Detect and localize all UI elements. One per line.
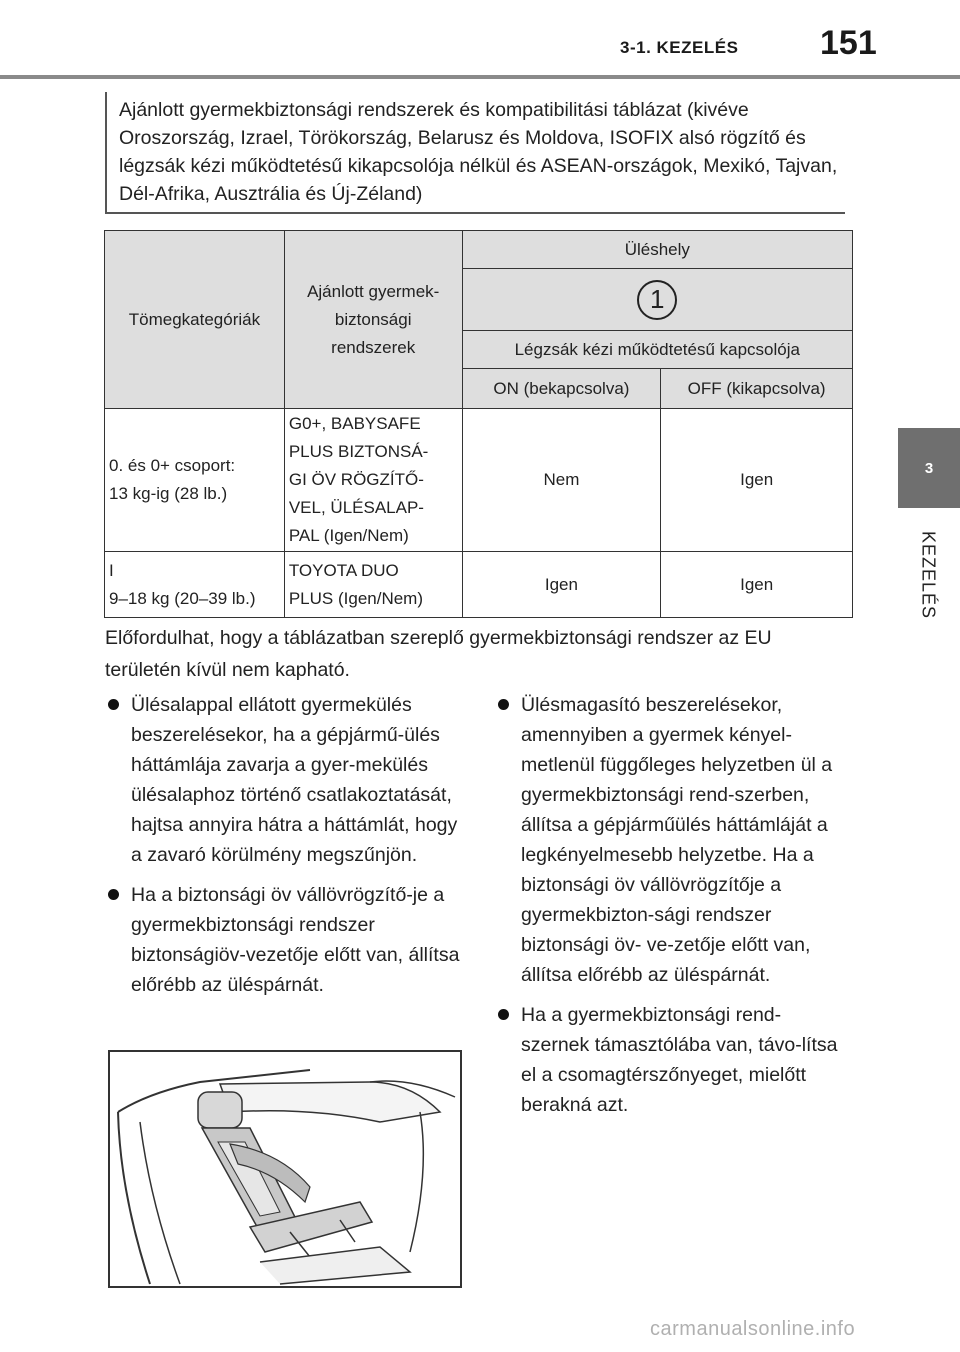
chapter-tab [898, 428, 960, 508]
system-line: PAL (Igen/Nem) [288, 526, 409, 545]
chapter-label-text: KEZELÉS [918, 530, 939, 620]
weight-cell [105, 552, 285, 618]
recommended-system-header-line: rendszerek [331, 337, 416, 357]
watermark: carmanualsonline.info [650, 1318, 856, 1340]
header-divider [0, 75, 960, 79]
child-seat-drawing [110, 1052, 460, 1286]
system-line: VEL, ÜLÉSALAP- [288, 498, 424, 517]
compatibility-table [104, 230, 853, 618]
door-inner [140, 1122, 180, 1284]
weight-category-header: Tömegkategóriák [105, 231, 285, 409]
weight-cell [105, 409, 285, 552]
table-row [105, 552, 853, 618]
airbag-on-value: Igen [462, 552, 661, 618]
list-item: Ülésalappal ellátott gyermekülés beszerelésekor, ha a gépjármű-ülés háttámlája zavarja a gyer-mekülés ülésalaphoz történő csatlakoztatását, hajtsa annyira hátra a háttámlát, hogy a zavaró körülmény megszűnjön. [105, 690, 465, 870]
section-title: 3-1. KEZELÉS [620, 38, 739, 57]
weight-line: 9–18 kg (20–39 lb.) [109, 588, 256, 608]
airbag-switch-header: Légzsák kézi működtetésű kapcsolója [462, 331, 852, 369]
headrest [198, 1092, 242, 1128]
system-line: TOYOTA DUO [288, 560, 399, 580]
system-cell [284, 552, 462, 618]
airbag-on-header: ON (bekapcsolva) [462, 369, 661, 409]
weight-line: 13 kg-ig (28 lb.) [109, 484, 228, 503]
list-item: Ha a gyermekbiztonsági rend-szernek támasztólába van, távo-lítsa el a csomagtérszőnyeget, mielőtt berakná azt. [495, 1000, 845, 1120]
system-line: PLUS (Igen/Nem) [288, 588, 424, 608]
system-cell [284, 409, 462, 552]
child-seat-illustration [108, 1050, 462, 1288]
seating-position-header: Üléshely [462, 231, 852, 269]
seat-number-cell [462, 269, 852, 331]
page-number: 151 [820, 24, 877, 62]
availability-note: Előfordulhat, hogy a táblázatban szereplő gyermekbiztonsági rendszer az EU területén kívül nem kapható. [105, 627, 772, 681]
bullet-list-left [105, 690, 465, 1010]
seat-base [260, 1247, 410, 1284]
airbag-off-header: OFF (kikapcsolva) [661, 369, 853, 409]
list-item: Ha a biztonsági öv vállövrögzítő-je a gyermekbiztonsági rendszer biztonságiöv-vezetője előtt van, állítsa előrébb az üléspárnát. [105, 880, 465, 1000]
chapter-label [892, 520, 960, 630]
recommended-system-header-line: Ajánlott gyermek- [307, 281, 440, 301]
door-frame [118, 1112, 150, 1284]
seat-number-circle: 1 [637, 280, 677, 320]
weight-line: I [109, 560, 114, 580]
list-item: Ülésmagasító beszerelésekor, amennyiben a gyermek kényel-metlenül függőleges helyzetben ül a gyermekbiztonsági rend-szerben, állítsa a gépjárműülés háttámláját a legkényelmesebb helyzetbe. Ha a biztonsági öv vállövrögzítője a gyermekbizton-sági rendszer biztonsági öv- ve-zetője előtt van, állítsa előrébb az üléspárnát. [495, 690, 845, 990]
bullet-list-right [495, 690, 845, 1130]
system-line: PLUS BIZTONSÁ- [288, 442, 429, 461]
table-row [105, 409, 853, 552]
rear-window [220, 1082, 440, 1122]
table-title: Ajánlott gyermekbiztonsági rendszerek és kompatibilitási táblázat (kivéve Oroszország, Izrael, Törökország, Belarusz és Moldova, ISOFIX alsó rögzítő és légzsák kézi működtetésű kikapcsolója nélkül és ASEAN-országok, Mexikó, Tajvan, Dél-Afrika, Ausztrália és Új-Zéland) [105, 92, 845, 214]
chapter-number: 3 [924, 459, 934, 477]
recommended-system-header [284, 231, 462, 409]
recommended-system-header-line: biztonsági [334, 309, 412, 329]
rear-pillar [410, 1112, 423, 1252]
airbag-on-value: Nem [462, 409, 661, 552]
airbag-off-value: Igen [661, 552, 853, 618]
system-line: G0+, BABYSAFE [288, 414, 421, 433]
airbag-off-value: Igen [661, 409, 853, 552]
weight-line: 0. és 0+ csoport: [109, 456, 236, 475]
system-line: GI ÖV RÖGZÍTŐ- [288, 470, 424, 489]
